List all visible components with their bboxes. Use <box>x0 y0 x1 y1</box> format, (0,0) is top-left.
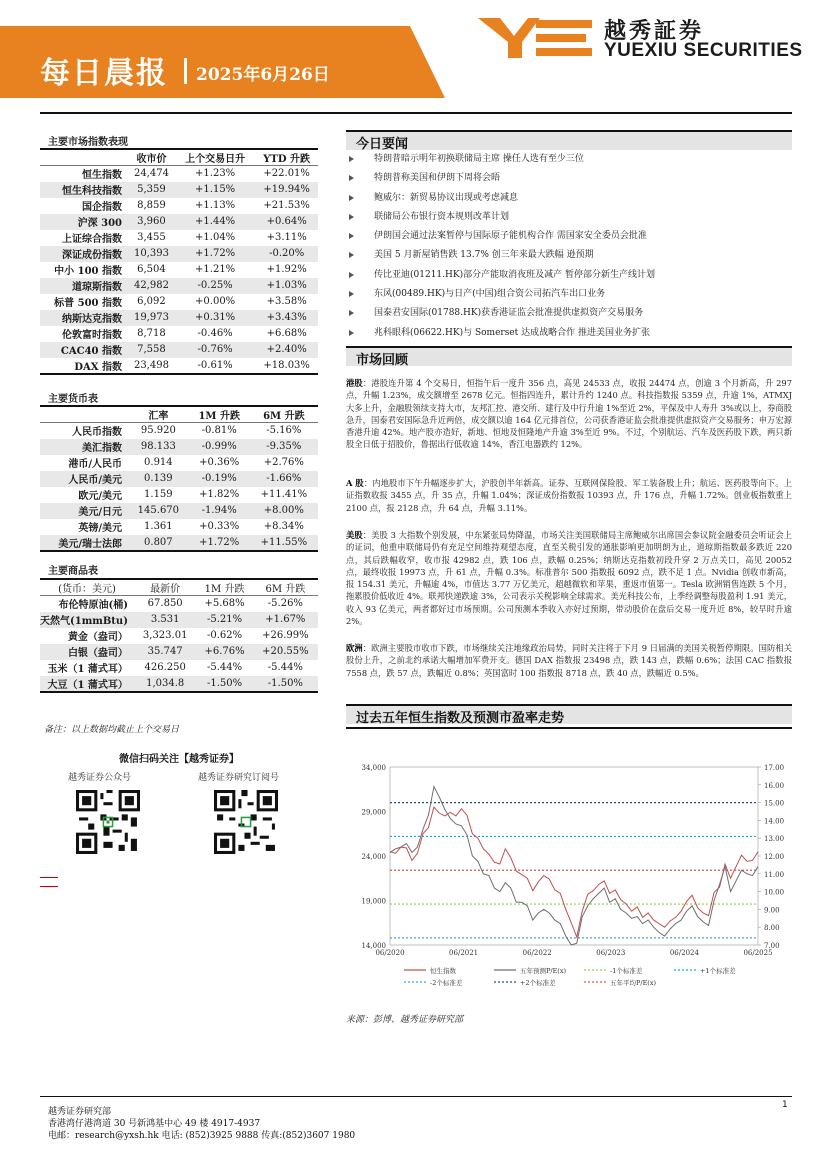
page-number: 1 <box>782 1100 788 1110</box>
today-news-list <box>346 153 792 346</box>
brand-name-en: YUEXIU SECURITIES <box>604 40 803 61</box>
table-row <box>40 198 318 214</box>
row-change-long: -5.44% <box>267 662 303 673</box>
commodity-table-body <box>40 596 318 692</box>
row-value: 0.139 <box>128 471 189 487</box>
row-value: 23,498 <box>128 358 175 374</box>
x-tick-label: 06/2022 <box>522 949 552 957</box>
brand-logo-icon <box>478 14 598 70</box>
news-item: 特朗普称美国和伊朗下周将会晤 <box>346 172 792 191</box>
row-change: -5.44% <box>206 662 243 673</box>
row-change: -0.62% <box>206 630 243 641</box>
row-change: +1.23% <box>195 168 236 180</box>
review-a-label: A 股 <box>346 478 364 488</box>
row-name: 上证综合指数 <box>62 234 122 245</box>
brand-name-cn: 越秀証券 <box>604 18 705 44</box>
table-row <box>40 503 318 519</box>
row-name: 纳斯达克指数 <box>40 310 128 326</box>
row-change: -0.76% <box>175 342 255 358</box>
report-title: 每日晨报 <box>40 56 168 91</box>
index-table-header: YTD 升跌 <box>255 149 318 166</box>
y-right-tick-label: 8.00 <box>764 924 780 933</box>
index-table-header-blank <box>40 149 128 166</box>
news-item: 联储局公布银行资本规则改革计划 <box>346 211 792 230</box>
news-item: 东风(00489.HK)与日产(中国)组合资公司拓汽车出口业务 <box>346 288 792 307</box>
table-row <box>40 230 318 246</box>
today-news-title: 今日要闻 <box>356 137 409 152</box>
table-row <box>40 519 318 535</box>
index-table <box>40 148 318 375</box>
review-eu <box>346 642 792 679</box>
fx-table-header-blank <box>40 406 128 423</box>
row-value: 95.920 <box>140 425 176 437</box>
fx-table <box>40 405 318 552</box>
table-row <box>40 214 318 230</box>
row-name: CAC40 指数 <box>40 342 128 358</box>
y-left-tick-label: 34,000 <box>361 764 386 772</box>
y-left-tick-label: 29,000 <box>361 808 386 817</box>
news-item: 伊朗国会通过法案暂停与国际原子能机构合作 需国家安全委员会批准 <box>346 230 792 249</box>
header-banner <box>0 26 445 98</box>
review-us <box>346 529 792 627</box>
row-change: -5.21% <box>196 612 252 628</box>
row-name: 美汇指数 <box>40 439 128 455</box>
row-change: -0.46% <box>197 328 233 339</box>
row-name: 欧元/美元 <box>78 491 122 502</box>
row-name: 恒生指数 <box>82 170 122 182</box>
row-name: 人民币/美元 <box>40 471 128 487</box>
table-row <box>40 423 318 439</box>
review-hk-label: 港股 <box>346 378 363 388</box>
commodity-table-title: 主要商品表 <box>48 566 98 577</box>
row-name: 玉米（1 蒲式耳） <box>47 664 128 675</box>
row-name: 中小 100 指数 <box>54 266 122 277</box>
review-us-label: 美股 <box>346 530 363 540</box>
row-value: 1.361 <box>144 521 173 532</box>
review-us-text: ：美股 3 大指数个别发展，中东紧张局势降温，市场关注美国联储局主席鲍威尔出席国会参议院金融委员会听证会上的证词，他重申联储局仍有充足空间维持观望态度，直至关税引发的通胀影响更加明朗为止，道琼斯指数最多跌近 220 点，其后跌幅收窄，收市报 42982 点，跌 106 点，跌幅 0.25%；纳斯达克指数初段升穿 2 万点关口，高见 20052 点，最终收报 19973 点，升 61 点，升幅 0.3%。标准普尔 500 指数报 6092 点，跌不足 1 点。Nvidia 创收市新高，报 154.31 美元，升幅逾 4%，市值达 3.77 万亿美元，超越微软和苹果，重返市值第一。Tesla 欧洲销售连跌 5 个月，拖累股价低收近 4%。联邦快递跌逾 3%，公司表示关税影响全球需求。美光科技公布，上季经调整每股盈利 1.91 美元，收入 93 亿美元，两者都好过市场预期。公司预测本季收入亦好过预期，带动股价在盘后交易一度升近 8%，较早时升逾 2%。 <box>346 530 792 627</box>
row-change: -1.50% <box>196 676 252 692</box>
table-row <box>40 326 318 342</box>
table-row <box>40 246 318 262</box>
row-change-long: -0.20% <box>255 246 318 262</box>
row-change-long: +18.03% <box>255 358 318 374</box>
row-change: +0.36% <box>199 457 240 468</box>
row-change: +1.72% <box>189 535 250 551</box>
y-right-tick-label: 7.00 <box>764 942 780 950</box>
row-value: 426.250 <box>144 662 186 673</box>
news-item: 特朗普暗示明年初换联储局主席 操任人选有至少三位 <box>346 153 792 172</box>
row-change-long: +11.41% <box>260 489 308 500</box>
row-change-long: +3.43% <box>255 310 318 326</box>
table-row <box>40 660 318 676</box>
review-title: 市场回顾 <box>356 353 409 368</box>
news-item: 国泰君安国际(01788.HK)获香港证监会批准提供虚拟资产交易服务 <box>346 307 792 326</box>
row-change-long: +8.34% <box>263 521 304 532</box>
row-value: 67.850 <box>147 598 183 610</box>
table-row <box>40 262 318 278</box>
row-name: 白银（盎司） <box>40 644 134 660</box>
row-change: -0.99% <box>189 439 250 455</box>
row-value: 3,960 <box>128 214 175 230</box>
table-row <box>40 182 318 198</box>
table-note: 备注：以上数据均截止上个交易日 <box>44 725 180 735</box>
qr-label-research: 越秀证券研究订阅号 <box>198 773 280 783</box>
chart-title: 过去五年恒生指数及预测市盈率走势 <box>356 711 565 726</box>
commodity-table-header: 最新价 <box>134 579 196 596</box>
row-name: 国企指数 <box>82 202 122 213</box>
index-table-header: 收市价 <box>128 149 175 166</box>
row-name: 沪深 300 <box>40 214 128 230</box>
row-change: +5.68% <box>204 598 245 610</box>
row-change-long: +21.53% <box>263 200 310 211</box>
index-table-header: 上个交易日升 <box>175 149 255 166</box>
y-right-tick-label: 9.00 <box>764 906 780 915</box>
row-name: 天然气(1mmBtu) <box>40 612 134 628</box>
review-hk-text: ：港股连升第 4 个交易日，恒指午后一度升 356 点，高见 24533 点，收报 24474 点，创逾 3 个月新高，升 297 点，升幅 1.23%，成交额增至 2678 亿元。恒指四连升，累计升约 1240 点。科技指数报 5359 点，升逾 1%，ATMXJ 大多上升，金融股领续支持大市，友邦汇控、港交所、建行及中行升逾 1%至近 2%，平保及中人寿升 3%或以上，券商股急升，国泰君安国际急升近两倍，成交额以逾 164 亿元排首位，公司获香港证监会批准提供虚拟资产交易服务；申万宏源香港升逾 42%。地产股亦造好，新地、恒地及恒隆地产升逾 3%至近 9%。不过，个别航运、汽车及医药股下跌，两只新股全日低于招股价，鲁据出行低收逾 14%，香江电器跌约 12%。 <box>346 378 792 450</box>
review-eu-text: ：欧洲主要股市收市下跌，市场继续关注地缘政治局势，同时关注将于下月 9 日届满的美国关税暂停期限。国防相关股份上升，之前北约承诺大幅增加军费开支。德国 DAX 指数报 23498 点，跌 143 点，跌幅 0.6%；法国 CAC 指数报 7558 点，跌 57 点，跌幅近 0.8%；英国富时 100 指数报 8718 点，跌 40 点，跌幅近 0.5%。 <box>346 643 792 678</box>
review-eu-label: 欧洲 <box>346 643 363 653</box>
row-name: 英镑/美元 <box>78 523 122 534</box>
footer-divider <box>40 1096 792 1097</box>
row-value: 42,982 <box>128 278 175 294</box>
today-news-header <box>346 130 792 150</box>
wechat-title: 微信扫码关注【越秀证券】 <box>119 754 239 765</box>
review-a <box>346 477 792 514</box>
index-table-title: 主要市场指数表现 <box>48 137 128 148</box>
y-right-tick-label: 14.00 <box>764 817 785 826</box>
row-change-long: -9.35% <box>250 439 318 455</box>
row-name: 港币/人民币 <box>68 459 122 470</box>
row-value: 8,859 <box>137 200 166 211</box>
table-row <box>40 596 318 612</box>
table-row <box>40 455 318 471</box>
row-change: +0.31% <box>175 310 255 326</box>
row-value: 35.747 <box>134 644 196 660</box>
y-left-tick-label: 19,000 <box>361 897 386 906</box>
row-value: 6,504 <box>137 264 166 275</box>
y-right-tick-label: 13.00 <box>764 835 785 844</box>
row-change: +1.44% <box>175 214 255 230</box>
row-change-long: +11.55% <box>250 535 318 551</box>
table-row <box>40 166 318 182</box>
y-left-tick-label: 14,000 <box>361 942 386 950</box>
row-name: 人民币指数 <box>72 427 122 439</box>
row-change: +1.15% <box>175 182 255 198</box>
news-item: 兆科眼科(06622.HK)与 Somerset 达成战略合作 推进美国业务扩张 <box>346 327 792 346</box>
commodity-table-header: (货币：美元) <box>40 579 134 596</box>
row-value: 8,718 <box>137 328 166 339</box>
row-name: 美元/日元 <box>40 503 128 519</box>
fx-table-header: 汇率 <box>128 406 189 423</box>
row-value: 5,359 <box>128 182 175 198</box>
row-value: 3,455 <box>137 232 166 243</box>
row-change-long: -5.26% <box>267 598 303 610</box>
row-value: 24,474 <box>133 168 169 180</box>
legend-label: -2个标准差 <box>430 979 463 987</box>
row-value: 1,034.8 <box>134 676 196 692</box>
row-name: 美元/瑞士法郎 <box>40 535 128 551</box>
x-tick-label: 06/2025 <box>743 949 773 957</box>
commodity-table <box>40 578 318 693</box>
index-table-body <box>40 166 318 374</box>
row-value: 10,393 <box>128 246 175 262</box>
row-name: 标普 500 指数 <box>54 298 122 309</box>
chart-source: 来源：彭博、越秀证券研究部 <box>346 1015 464 1025</box>
legend-label: +2个标准差 <box>520 979 556 987</box>
news-item: 鲍威尔：新贸易协议出现或考虑减息 <box>346 192 792 211</box>
row-value: 19,973 <box>128 310 175 326</box>
row-value: 3,323.01 <box>142 630 188 641</box>
row-change-long: +1.03% <box>255 278 318 294</box>
row-change: -0.81% <box>201 425 237 437</box>
row-change-long: -1.66% <box>250 471 318 487</box>
table-row <box>40 535 318 551</box>
report-date: 2025年6月26日 <box>196 65 330 85</box>
qr-code-public[interactable] <box>76 790 140 854</box>
row-value: 3.531 <box>134 612 196 628</box>
footer-dept: 越秀证券研究部 <box>48 1107 112 1117</box>
row-change-long: +1.92% <box>266 264 307 275</box>
row-change-long: +20.55% <box>253 644 318 660</box>
row-change: -1.94% <box>189 503 250 519</box>
row-name: 伦敦富时指数 <box>62 330 122 341</box>
table-row <box>40 676 318 692</box>
row-change: +1.82% <box>199 489 240 500</box>
footer-contact: 电邮：research@yxsh.hk 电话: (852)3925 9888 传真:(852)3607 1980 <box>48 1131 356 1141</box>
row-name: DAX 指数 <box>40 358 128 374</box>
row-name: 道琼斯指数 <box>40 278 128 294</box>
fx-table-body <box>40 423 318 551</box>
x-tick-label: 06/2024 <box>669 949 699 957</box>
news-item: 美国 5 月新屋销售跌 13.7% 创三年来最大跌幅 逊预期 <box>346 249 792 268</box>
y-right-tick-label: 17.00 <box>764 764 785 772</box>
commodity-table-header: 6M 升跌 <box>253 579 318 596</box>
x-tick-label: 06/2021 <box>449 949 479 957</box>
row-value: 6,092 <box>137 296 166 307</box>
y-right-tick-label: 10.00 <box>764 888 785 897</box>
table-row <box>40 310 318 326</box>
row-name: 深证成份指数 <box>40 246 128 262</box>
review-header <box>346 346 792 366</box>
row-change: +1.72% <box>175 246 255 262</box>
row-change: +1.04% <box>195 232 236 243</box>
row-change-long: +8.00% <box>250 503 318 519</box>
qr-label-public: 越秀证券公众号 <box>68 773 132 783</box>
row-change-long: -1.50% <box>253 676 318 692</box>
plot-area <box>390 767 758 945</box>
row-change-long: +22.01% <box>263 168 310 180</box>
decorative-marks <box>40 877 58 895</box>
row-change: -0.61% <box>175 358 255 374</box>
row-name: 布伦特原油(桶) <box>58 600 128 612</box>
legend-label: 五年预测P/E(x) <box>520 967 567 975</box>
footer-address: 香港湾仔港湾道 30 号新鸿基中心 49 楼 4917-4937 <box>48 1119 261 1129</box>
table-row <box>40 294 318 310</box>
row-change: +6.76% <box>196 644 252 660</box>
row-value: 0.807 <box>128 535 189 551</box>
table-row <box>40 358 318 374</box>
fx-table-header: 6M 升跌 <box>250 406 318 423</box>
row-value: 1.159 <box>144 489 173 500</box>
fx-table-header: 1M 升跌 <box>189 406 250 423</box>
row-change: -0.19% <box>189 471 250 487</box>
commodity-table-header: 1M 升跌 <box>196 579 252 596</box>
table-row <box>40 628 318 644</box>
table-row <box>40 471 318 487</box>
hsi-pe-chart <box>346 755 792 1010</box>
legend-label: -1个标准差 <box>610 967 643 975</box>
row-change-long: +26.99% <box>262 630 309 641</box>
row-change: -0.25% <box>175 278 255 294</box>
chart-header <box>346 704 792 724</box>
table-row <box>40 278 318 294</box>
row-value: 7,558 <box>128 342 175 358</box>
row-name: 恒生科技指数 <box>40 182 128 198</box>
row-name: 大豆（1 蒲式耳） <box>40 676 134 692</box>
row-change-long: +3.58% <box>266 296 307 307</box>
row-change-long: +2.76% <box>263 457 304 468</box>
row-value: 145.670 <box>128 503 189 519</box>
qr-code-research[interactable] <box>214 790 278 854</box>
row-change: +1.21% <box>195 264 236 275</box>
row-change: +0.00% <box>195 296 236 307</box>
table-row <box>40 439 318 455</box>
row-change-long: +6.68% <box>266 328 307 339</box>
y-right-tick-label: 12.00 <box>764 853 785 861</box>
y-right-tick-label: 15.00 <box>764 799 785 808</box>
header-divider <box>40 112 792 114</box>
table-row <box>40 342 318 358</box>
series-hsi-line <box>390 807 758 937</box>
table-row <box>40 487 318 503</box>
x-tick-label: 06/2020 <box>375 949 405 957</box>
row-change: +0.33% <box>199 521 240 532</box>
row-change-long: +19.94% <box>255 182 318 198</box>
legend-label: 五年平均P/E(x) <box>610 979 657 987</box>
row-change-long: +3.11% <box>266 232 307 243</box>
title-separator <box>184 58 187 84</box>
row-value: 98.133 <box>128 439 189 455</box>
news-item: 传比亚迪(01211.HK)部分产能取消夜班及减产 暂停部分新生产线计划 <box>346 269 792 288</box>
y-right-tick-label: 11.00 <box>764 870 785 879</box>
row-change-long: -5.16% <box>266 425 302 437</box>
row-value: 0.914 <box>144 457 173 468</box>
fx-table-title: 主要货币表 <box>48 394 98 405</box>
y-right-tick-label: 16.00 <box>764 781 785 790</box>
table-row <box>40 612 318 628</box>
legend-label: +1个标准差 <box>700 967 736 975</box>
y-left-tick-label: 24,000 <box>361 853 386 861</box>
table-row <box>40 644 318 660</box>
series-pe-line <box>390 787 758 945</box>
review-a-text: ：内地股市下午升幅逐步扩大，沪股创半年新高。证券、互联网保险股、军工装备股上升；航运、医药股等向下。上证指数收报 3455 点，升 35 点，升幅 1.04%；深证成份指数报 10393 点，升 176 点，升幅 1.72%。创业板指数重上 2100 点，报 2128 点，升 64 点，升幅 3.11%。 <box>346 478 792 513</box>
row-change-long: +2.40% <box>255 342 318 358</box>
legend-label: 恒生指数 <box>430 967 456 975</box>
review-hk <box>346 377 792 451</box>
row-change-long: +1.67% <box>253 612 318 628</box>
row-change-long: +0.64% <box>255 214 318 230</box>
x-tick-label: 06/2023 <box>596 949 626 957</box>
row-change: +1.13% <box>195 200 236 211</box>
row-name: 黄金（盎司） <box>67 632 128 643</box>
